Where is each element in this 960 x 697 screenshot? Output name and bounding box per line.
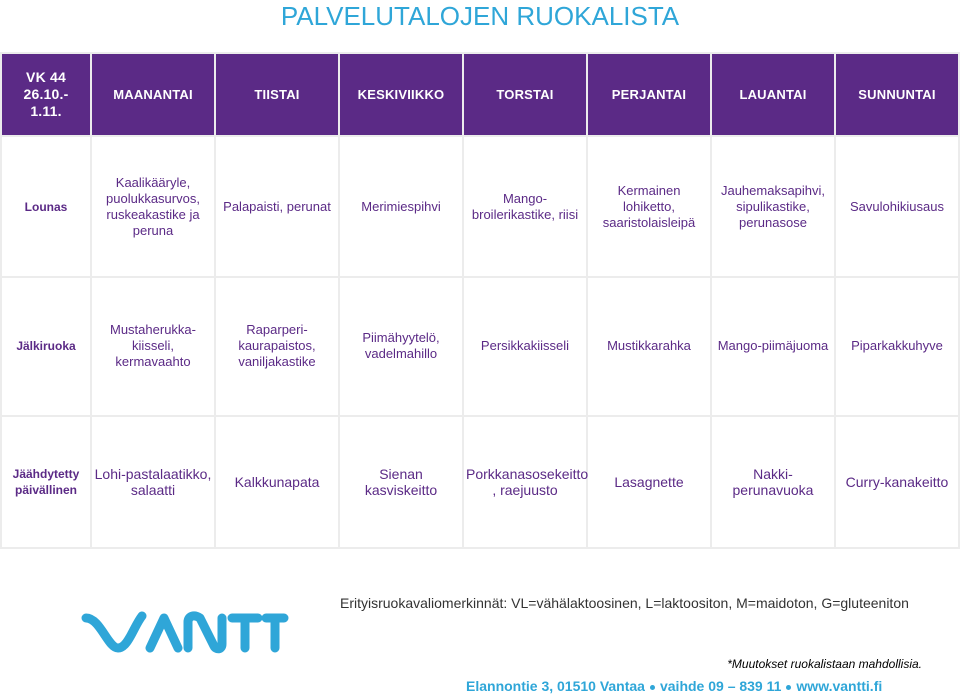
page-title: PALVELUTALOJEN RUOKALISTA [280,1,680,31]
menu-cell: Raparperi-kaurapaistos, vaniljakastike [216,278,338,415]
day-header-thursday: TORSTAI [464,54,586,135]
menu-cell: Mango-broilerikastike, riisi [464,137,586,276]
menu-cell: Mustikkarahka [588,278,710,415]
special-diets-legend: Erityisruokavaliomerkinnät: VL=vähälaktoosinen, L=laktoositon, M=maidoton, G=gluteeniton [340,595,909,611]
menu-cell: Piparkakkuhyve [836,278,958,415]
footer-contact [466,678,960,694]
menu-cell: Kermainen lohiketto, saaristolaisleipä [588,137,710,276]
dessert-row [2,278,958,415]
week-number: VK 44 [26,69,66,86]
week-start: 26.10.- [23,86,69,103]
menu-cell: Persikkakiisseli [464,278,586,415]
row-label-lunch: Lounas [2,137,90,276]
menu-cell: Piimähyytelö, vadelmahillo [340,278,462,415]
menu-cell: Palapaisti, perunat [216,137,338,276]
menu-cell: Savulohikiusaus [836,137,958,276]
menu-cell: Jauhemaksapihvi, sipulikastike, perunasose [712,137,834,276]
lunch-row [2,137,958,276]
bullet-icon [650,685,655,690]
menu-cell: Mustaherukka-kiisseli, kermavaahto [92,278,214,415]
footer-address: Elannontie 3, 01510 Vantaa [466,678,645,694]
week-end: 1.11. [30,103,62,120]
menu-cell: Merimiespihvi [340,137,462,276]
menu-cell: Mango-piimäjuoma [712,278,834,415]
menu-cell: Curry-kanakeitto [836,417,958,547]
day-header-monday: MAANANTAI [92,54,214,135]
menu-cell: Porkkanasosekeitto , raejuusto [464,417,586,547]
menu-cell: Kalkkunapata [216,417,338,547]
footer-phone: vaihde 09 – 839 11 [659,678,782,694]
menu-cell: Kaalikääryle, puolukkasurvos, ruskeakastike ja peruna [92,137,214,276]
changes-note: *Muutokset ruokalistaan mahdollisia. [727,657,922,671]
menu-cell: Nakki-perunavuoka [712,417,834,547]
menu-table [0,52,960,549]
day-header-tuesday: TIISTAI [216,54,338,135]
menu-cell: Sienan kasviskeitto [340,417,462,547]
vantti-logo [80,596,290,658]
day-header-row [2,54,958,135]
menu-cell: Lohi-pastalaatikko, salaatti [92,417,214,547]
day-header-saturday: LAUANTAI [712,54,834,135]
day-header-sunday: SUNNUNTAI [836,54,958,135]
day-header-wednesday: KESKIVIIKKO [340,54,462,135]
row-label-dessert: Jälkiruoka [2,278,90,415]
dinner-row [2,417,958,547]
bullet-icon [786,685,791,690]
menu-cell: Lasagnette [588,417,710,547]
footer-web[interactable]: www.vantti.fi [796,678,883,694]
row-label-dinner: Jäähdytetty päivällinen [2,417,90,547]
day-header-friday: PERJANTAI [588,54,710,135]
week-header [2,54,90,135]
